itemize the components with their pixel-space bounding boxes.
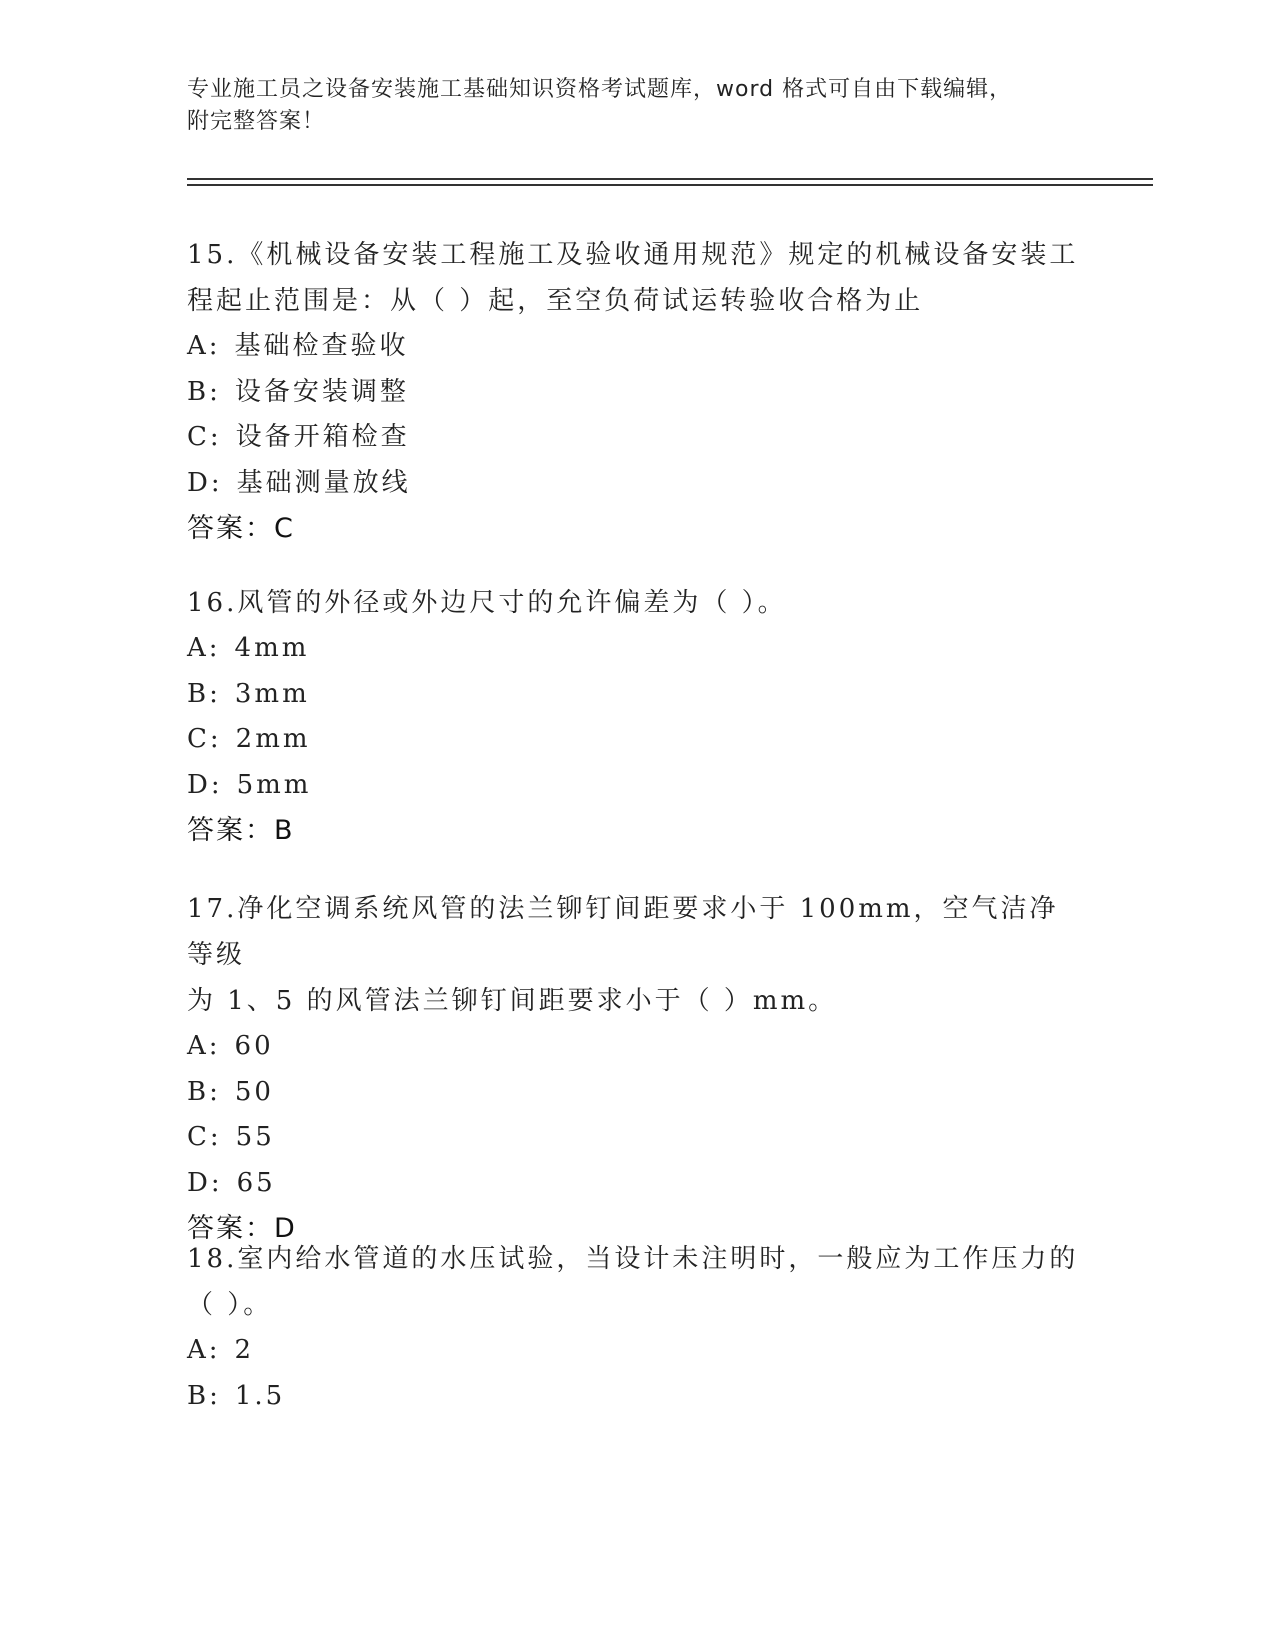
question-text-line-2: 程起止范围是：从（ ）起，至空负荷试运转验收合格为止: [187, 286, 924, 316]
option-letter: C:: [187, 724, 222, 754]
option-text: 基础检查验收: [234, 331, 409, 361]
option-a: [187, 626, 1087, 672]
question-text-line-2: 为 1、5 的风管法兰铆钉间距要求小于（ ）mm。: [187, 986, 838, 1016]
option-text: 65: [236, 1167, 276, 1198]
question-text-line-2: （ ）。: [187, 1290, 273, 1320]
option-letter: D:: [187, 1167, 223, 1198]
question-18: [187, 1236, 1087, 1419]
option-text: 1.5: [234, 1380, 286, 1411]
option-letter: A:: [187, 1335, 221, 1365]
option-d: [187, 461, 1087, 507]
question-text-line-1: 15.《机械设备安装工程施工及验收通用规范》规定的机械设备安装工: [187, 240, 1079, 270]
option-letter: A:: [187, 633, 221, 663]
option-a: [187, 1328, 1087, 1374]
question-15: [187, 232, 1087, 552]
option-b: [187, 1374, 1087, 1420]
option-text: 60: [234, 1031, 274, 1061]
option-letter: D:: [187, 467, 223, 498]
option-letter: A:: [187, 331, 221, 361]
option-letter: C:: [187, 1122, 222, 1152]
option-letter: B:: [187, 1076, 221, 1107]
option-letter: A:: [187, 1031, 221, 1061]
option-text: 2: [234, 1335, 255, 1365]
option-letter: B:: [187, 678, 221, 709]
option-b: [187, 672, 1087, 718]
question-text-line-1: 17.净化空调系统风管的法兰铆钉间距要求小于 100mm，空气洁净等级: [187, 894, 1059, 970]
option-a: [187, 1024, 1087, 1070]
question-17: [187, 886, 1087, 1252]
option-d: [187, 1161, 1087, 1207]
option-c: [187, 717, 1087, 763]
header-divider-top: [187, 178, 1153, 180]
option-c: [187, 1115, 1087, 1161]
option-text: 设备安装调整: [234, 376, 409, 407]
option-text: 55: [235, 1122, 275, 1152]
option-c: [187, 415, 1087, 461]
option-text: 50: [234, 1076, 274, 1107]
option-text: 2mm: [235, 724, 311, 754]
option-letter: B:: [187, 1380, 221, 1411]
option-a: [187, 324, 1087, 370]
answer-text: 答案：D: [187, 1213, 297, 1244]
option-b: [187, 370, 1087, 416]
header-line-1: 专业施工员之设备安装施工基础知识资格考试题库，word 格式可自由下载编辑，: [187, 77, 1013, 102]
answer-text: 答案：B: [187, 815, 295, 846]
header-line-2: 附完整答案！: [187, 109, 326, 134]
document-header: [187, 74, 1087, 138]
option-text: 3mm: [234, 678, 310, 709]
option-text: 4mm: [234, 633, 310, 663]
option-text: 5mm: [236, 769, 312, 800]
option-letter: C:: [187, 422, 222, 452]
question-16: [187, 580, 1087, 854]
option-text: 设备开箱检查: [235, 422, 410, 452]
question-text-line-1: 16.风管的外径或外边尺寸的允许偏差为（ ）。: [187, 588, 787, 618]
answer-text: 答案：C: [187, 513, 295, 544]
option-letter: B:: [187, 376, 221, 407]
option-letter: D:: [187, 769, 223, 800]
question-text-line-1: 18.室内给水管道的水压试验，当设计未注明时，一般应为工作压力的: [187, 1244, 1079, 1274]
option-text: 基础测量放线: [236, 467, 411, 498]
option-d: [187, 763, 1087, 809]
option-b: [187, 1070, 1087, 1116]
header-divider-bottom: [187, 184, 1153, 186]
